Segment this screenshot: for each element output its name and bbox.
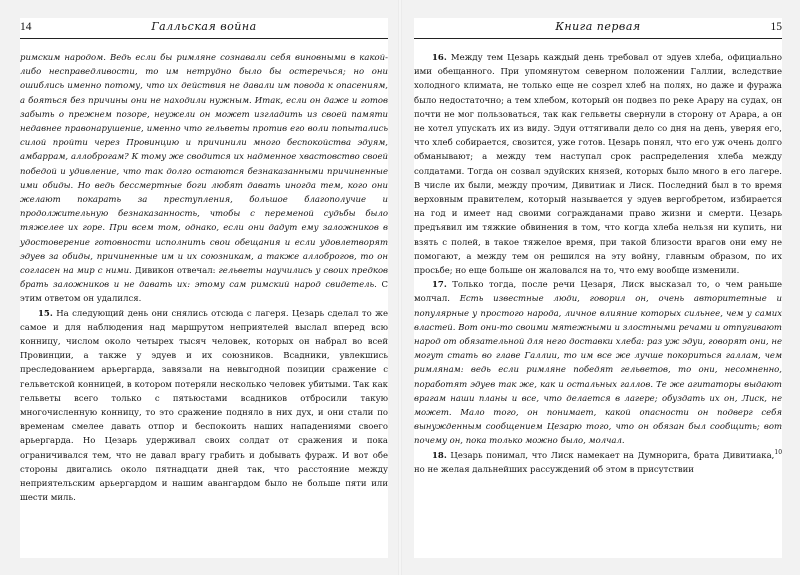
left-page	[20, 18, 388, 558]
right-running-head: Книга первая	[555, 20, 641, 33]
section-17-number: 17.	[432, 280, 447, 291]
paragraph-continuation	[20, 51, 388, 307]
book-gutter	[398, 0, 402, 575]
left-page-header	[20, 18, 388, 36]
left-page-number: 14	[20, 21, 32, 33]
section-15	[20, 307, 388, 506]
reported-speech: римским народом. Ведь если бы римляне сознавали себя виновными в какой-либо несправедливости, то им нетрудно было бы остеречься; но они ошиблись именно потому, что их действия не давали им повода к опасениям, а бояться без причины они не находили нужным. Итак, если он даже и готов забыть о прежнем позоре, неужели он может изгладить из своей памяти недавнее правонарушение, именно что гельветы против его воли попытались силой пройти через Провинцию и причинили много беспокойства эдуям, амбаррам, аллоброгам? К тому же сводится их надменное хвастовство своей победой и удивление, что так долго остаются безнаказанными причиненные ими обиды. Но ведь бессмертные боги любят давать иногда тем, кого они желают покарать за преступления, большое благополучие и продолжительную безнаказанность, чтобы с переменой судьбы было тяжелее их горе. При всем том, однако, если они дадут ему заложников в удостоверение готовности исполнить свои обещания и если удовлетворят эдуев за обиды, причиненные им и их союзникам, а также аллоброгов, то он согласен на мир с ними.	[20, 53, 388, 277]
section-18-text-b: но не желая дальнейших рассуждений об этом в присутствии	[414, 464, 694, 475]
section-16-number: 16.	[432, 53, 447, 63]
footnote-marker[interactable]: 10	[774, 448, 783, 456]
section-15-number: 15.	[38, 308, 53, 319]
section-16	[414, 51, 782, 278]
section-17	[414, 278, 782, 448]
section-16-text: Между тем Цезарь каждый день требовал от эдуев хлеба, официально ими обещанного. При упомянутом северном положении Галлии, вследствие холодного климата, не только еще не созрел хлеб на полях, но даже и фуража было недостаточно; а тем хлебом, который он подвез по реке Арару на судах, он почти не мог пользоваться, так как гельветы свернули в сторону от Арара, а он не хотел упускать их из виду. Эдуи оттягивали дело со дня на день, уверяя его, что хлеб собирается, свозится, уже готов. Цезарь понял, что его уж очень долго обманывают; а между тем наступал срок распределения хлеба между солдатами. Тогда он созвал эдуйских князей, которых было много в его лагере. В числе их были, между прочим, Дивитиак и Лиск. Последний был в то время верховным правителем, который называется у эдуев вергобретом, избирается на год и имеет над своими согражданами право жизни и смерти. Цезарь предъявил им тяжкие обвинения в том, что когда хлеба нельзя ни купить, ни взять с полей, в такое тяжелое время, при такой близости врагов они ему не помогают, а между тем он решился на эту войну, главным образом, по их просьбе; но еще больше он жаловался на то, что ему вообще изменили.	[414, 53, 782, 277]
left-header-rule	[20, 38, 388, 39]
right-page	[414, 18, 782, 558]
right-header-rule	[414, 38, 782, 39]
narrative-text-end: С этим ответом он удалился.	[20, 280, 388, 305]
section-17-narrative: Только тогда, после речи Цезаря, Лиск высказал то, о чем раньше молчал.	[414, 280, 783, 305]
reported-speech-reply: гельветы научились у своих предков брать заложников и не давать их: этому сам римский народ свидетель.	[20, 266, 389, 291]
right-page-header	[414, 18, 782, 36]
section-15-text: На следующий день они снялись отсюда с лагеря. Цезарь сделал то же самое и для наблюдения над маршрутом неприятелей выслал вперед всю конницу, числом около четырех тысяч человек, которых он набрал во всей Провинции, а также у эдуев и их союзников. Всадники, увлекшись преследованием арьергарда, завязали на невыгодной позиции сражение с гельветской конницей, в котором потеряли несколько человек убитыми. Так как гельветы всего только с пятьюстами всадников отбросили такую многочисленную конницу, то это сражение подняло в них дух, и они стали по временам смелее давать отпор и беспокоить наших нападениями своего арьергарда. Но Цезарь удерживал своих солдат от сражения и пока ограничивался тем, что не давал врагу грабить и добывать фураж. И вот обе стороны двигались около пятнадцати дней так, что расстояние между неприятельским арьергардом и нашим авангардом было не больше пяти или шести миль.	[20, 308, 389, 504]
left-running-head: Галльская война	[151, 20, 257, 33]
section-18-number: 18.	[432, 450, 447, 461]
section-17-reported-speech: Есть известные люди, говорил он, очень авторитетные и популярные у простого народа, личное влияние которых сильнее, чем у самих властей. Вот они-то своими мятежными и злостными речами и отпугивают народ от обязательной для него доставки хлеба: раз уж эдуи, говорят они, не могут стать во главе Галлии, то им все же лучше покориться галлам, чем римлянам: ведь если римляне победят гельветов, то они, несомненно, поработят эдуев так же, как и остальных галлов. Те же агитаторы выдают врагам наши планы и все, что делается в лагере; обуздать их он, Лиск, не может. Мало того, он понимает, какой опасности он подверг себя вынужденным сообщением Цезарю того, что он обязан был сообщить; вот почему он, пока только можно было, молчал.	[414, 294, 783, 447]
right-page-body	[414, 51, 782, 477]
narrative-text: Дивикон отвечал:	[134, 266, 216, 277]
section-18	[414, 449, 782, 477]
right-page-number: 15	[770, 21, 782, 33]
left-page-body	[20, 51, 388, 506]
section-18-text-a: Цезарь понимал, что Лиск намекает на Думнорига, брата Дивитиака,	[450, 450, 775, 461]
